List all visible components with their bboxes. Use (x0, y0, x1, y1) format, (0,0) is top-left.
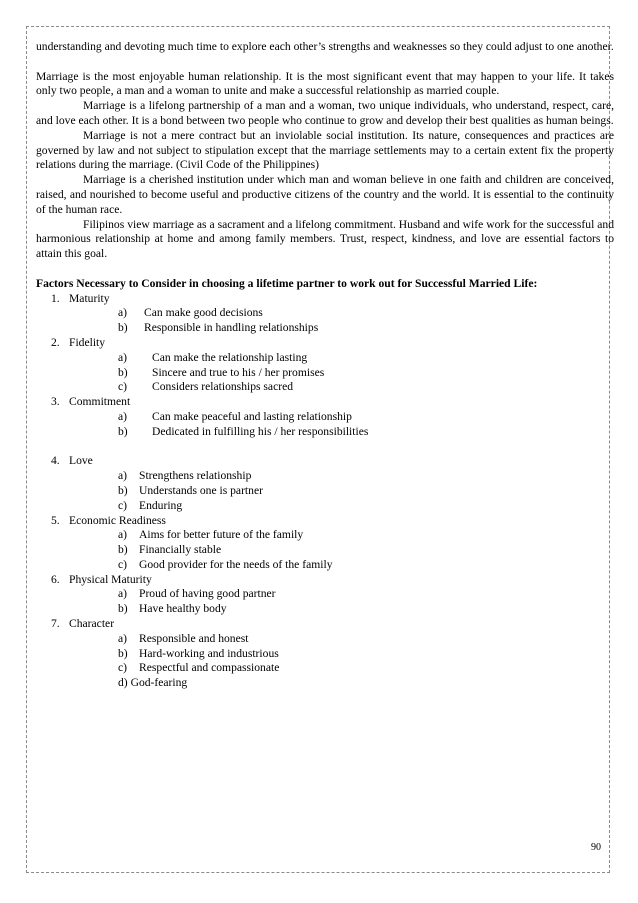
factor-number: 2. (51, 335, 60, 349)
sub-item: c) Considers relationships sacred (118, 380, 294, 394)
sub-item: d) God-fearing (118, 676, 188, 690)
page-number: 90 (591, 842, 601, 853)
factor-item-character (36, 617, 614, 691)
factor-item-fidelity (36, 336, 614, 395)
factor-title: Love (69, 454, 93, 468)
factor-number: 4. (51, 454, 60, 468)
sub-item: c) Enduring (118, 498, 183, 512)
sub-item: b) Financially stable (118, 543, 222, 557)
sub-item: a) Proud of having good partner (118, 587, 276, 601)
paragraph-filipinos-view: Filipinos view marriage as a sacrament and a lifelong commitment. Husband and wife work for the successful and harmonious relationship at home and among family members. Trust, respect, kindness, and love are essential factors to attain this goal. (36, 217, 614, 261)
factor-item-commitment (36, 395, 614, 439)
sub-item: b) Sincere and true to his / her promises (118, 365, 325, 379)
factor-title: Fidelity (69, 335, 106, 349)
factor-title: Character (69, 617, 115, 631)
paragraph-marriage-enjoyable: Marriage is the most enjoyable human relationship. It is the most significant event that may happen to your life. It takes only two people, a man and a woman to unite and make a successful relationship as married couple. (36, 69, 614, 98)
factors-list (36, 292, 614, 692)
factor-title: Commitment (69, 395, 131, 409)
sub-item: a) Can make peaceful and lasting relationship (118, 409, 352, 423)
sub-item: b) Understands one is partner (118, 483, 263, 497)
factor-title: Maturity (69, 291, 110, 305)
paragraph-social-institution: Marriage is not a mere contract but an inviolable social institution. Its nature, consequences and practices are governed by law and not subject to stipulation except that the marriage settlements may to a certain extent fix the property relations during the marriage. (Civil Code of the Philippines) (36, 128, 614, 172)
factor-item-economic-readiness (36, 514, 614, 573)
sub-item: b) Dedicated in fulfilling his / her responsibilities (118, 424, 369, 438)
sub-item: b) Hard-working and industrious (118, 646, 279, 660)
factor-number: 1. (51, 291, 60, 305)
sub-item: b) Responsible in handling relationships (118, 321, 319, 335)
factor-number: 5. (51, 513, 60, 527)
sub-item: c) Respectful and compassionate (118, 661, 280, 675)
factor-item-maturity (36, 292, 614, 336)
paragraph-cherished-institution: Marriage is a cherished institution under which man and woman believe in one faith and children are conceived, raised, and nourished to become useful and productive citizens of the country and the world. It is essential to the continuity of the human race. (36, 173, 614, 216)
factor-title: Physical Maturity (69, 572, 152, 586)
factors-heading: Factors Necessary to Consider in choosing a lifetime partner to work out for Successful Married Life: (36, 276, 538, 290)
factor-number: 7. (51, 617, 60, 631)
sub-item: a) Responsible and honest (118, 631, 249, 645)
sub-item: a) Aims for better future of the family (118, 528, 304, 542)
factor-title: Economic Readiness (69, 513, 166, 527)
sub-item: b) Have healthy body (118, 602, 227, 616)
sub-item: a) Can make good decisions (118, 306, 263, 320)
sub-item: c) Good provider for the needs of the family (118, 557, 333, 571)
paragraph-continuation: understanding and devoting much time to explore each other’s strengths and weaknesses so they could adjust to one another. (36, 40, 614, 53)
sub-item: a) Can make the relationship lasting (118, 350, 308, 364)
sub-item: a) Strengthens relationship (118, 469, 252, 483)
paragraph-lifelong-partnership: Marriage is a lifelong partnership of a man and a woman, two unique individuals, who understand, respect, care, and love each other. It is a bond between two people who continue to grow and develop their best qualities as human beings. (36, 99, 614, 127)
factor-item-love (36, 454, 614, 513)
factor-number: 3. (51, 395, 60, 409)
factor-number: 6. (51, 572, 60, 586)
document-body (36, 40, 614, 691)
factor-item-physical-maturity (36, 573, 614, 617)
